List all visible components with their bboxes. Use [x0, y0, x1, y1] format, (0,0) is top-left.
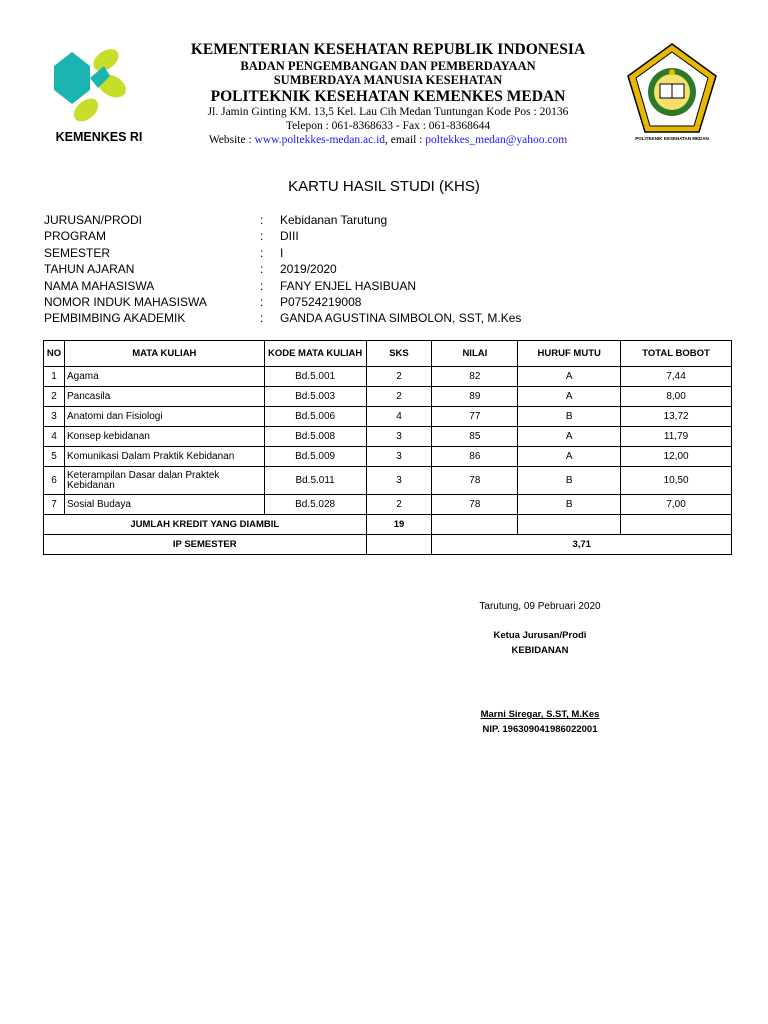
ministry-name: KEMENTERIAN KESEHATAN REPUBLIK INDONESIA [190, 41, 586, 58]
cell-sks: 2 [366, 387, 432, 407]
cell-no: 1 [44, 367, 65, 387]
institution-contact [160, 134, 616, 146]
cell-sks: 3 [366, 447, 432, 467]
cell-huruf: A [518, 367, 621, 387]
info-label: PEMBIMBING AKADEMIK [44, 311, 186, 326]
info-colon: : [260, 294, 264, 309]
cell-sks: 3 [366, 467, 432, 495]
cell-course: Komunikasi Dalam Praktik Kebidanan [64, 447, 264, 467]
cell-no: 4 [44, 427, 65, 447]
institution-address: Jl. Jamin Ginting KM. 13,5 Kel. Lau Cih Medan Tuntungan Kode Pos : 20136 [207, 106, 569, 118]
cell-no: 7 [44, 495, 65, 515]
cell-code: Bd.5.009 [264, 447, 366, 467]
table-row [44, 447, 732, 467]
poltekkes-seal [626, 42, 718, 142]
document-title: KARTU HASIL STUDI (KHS) [288, 178, 480, 195]
info-colon: : [260, 278, 264, 293]
info-colon: : [260, 229, 264, 244]
cell-code: Bd.5.028 [264, 495, 366, 515]
header-nilai: NILAI [432, 341, 518, 367]
cell-nilai: 89 [432, 387, 518, 407]
cell-bobot: 10,50 [621, 467, 732, 495]
poltekkes-seal-icon [626, 42, 718, 136]
institution-phone: Telepon : 061-8368633 - Fax : 061-8368644 [285, 120, 491, 132]
info-value: DIII [280, 229, 299, 244]
ip-semester-label: IP SEMESTER [44, 535, 367, 555]
info-colon: : [260, 262, 264, 277]
total-credit-row [44, 515, 732, 535]
cell-huruf: B [518, 467, 621, 495]
cell-sks: 4 [366, 407, 432, 427]
cell-no: 3 [44, 407, 65, 427]
table-row [44, 407, 732, 427]
cell-huruf: A [518, 387, 621, 407]
info-value: P07524219008 [280, 294, 362, 309]
ip-semester-row [44, 535, 732, 555]
table-row [44, 387, 732, 407]
info-colon: : [260, 311, 264, 326]
cell-nilai: 77 [432, 407, 518, 427]
table-row [44, 467, 732, 495]
info-value: I [280, 245, 284, 260]
info-label: PROGRAM [44, 229, 107, 244]
signer-department: KEBIDANAN [511, 645, 569, 656]
cell-nilai: 82 [432, 367, 518, 387]
cell-bobot: 8,00 [621, 387, 732, 407]
info-label: NAMA MAHASISWA [44, 278, 155, 293]
grade-table [43, 340, 732, 555]
signer-name: Marni Siregar, S.ST, M.Kes [480, 709, 600, 720]
empty-cell [366, 535, 432, 555]
header-code: KODE MATA KULIAH [264, 341, 366, 367]
info-value: FANY ENJEL HASIBUAN [280, 278, 417, 293]
cell-bobot: 7,00 [621, 495, 732, 515]
cell-course: Keterampilan Dasar dalan Praktek Kebidanan [64, 467, 264, 495]
cell-huruf: B [518, 407, 621, 427]
kemenkes-emblem-icon [50, 42, 134, 128]
cell-no: 2 [44, 387, 65, 407]
cell-nilai: 86 [432, 447, 518, 467]
header-sks: SKS [366, 341, 432, 367]
cell-course: Anatomi dan Fisiologi [64, 407, 264, 427]
header-bobot: TOTAL BOBOT [621, 341, 732, 367]
email-link[interactable]: poltekkes_medan@yahoo.com [425, 134, 568, 146]
cell-sks: 3 [366, 427, 432, 447]
info-label: SEMESTER [44, 245, 111, 260]
info-value: 2019/2020 [280, 262, 337, 277]
cell-course: Konsep kebidanan [64, 427, 264, 447]
empty-cell [518, 515, 621, 535]
cell-bobot: 13,72 [621, 407, 732, 427]
header-no: NO [44, 341, 65, 367]
total-credit-label: JUMLAH KREDIT YANG DIAMBIL [44, 515, 367, 535]
cell-bobot: 11,79 [621, 427, 732, 447]
cell-code: Bd.5.006 [264, 407, 366, 427]
cell-nilai: 78 [432, 495, 518, 515]
info-colon: : [260, 213, 264, 227]
cell-no: 6 [44, 467, 65, 495]
cell-huruf: B [518, 495, 621, 515]
institution-name: POLITEKNIK KESEHATAN KEMENKES MEDAN [210, 88, 566, 105]
kemenkes-logo-text: KEMENKES RI [55, 130, 143, 144]
cell-code: Bd.5.003 [264, 387, 366, 407]
cell-nilai: 78 [432, 467, 518, 495]
table-row [44, 367, 732, 387]
cell-huruf: A [518, 427, 621, 447]
cell-code: Bd.5.008 [264, 427, 366, 447]
email-label: , email : [385, 134, 426, 146]
cell-course: Pancasila [64, 387, 264, 407]
table-row [44, 427, 732, 447]
cell-course: Agama [64, 367, 264, 387]
cell-course: Sosial Budaya [64, 495, 264, 515]
empty-cell [621, 515, 732, 535]
ip-semester-value: 3,71 [432, 535, 732, 555]
header-course: MATA KULIAH [64, 341, 264, 367]
place-date: Tarutung, 09 Pebruari 2020 [479, 601, 601, 612]
info-label: NOMOR INDUK MAHASISWA [44, 294, 207, 309]
agency-name-line2: SUMBERDAYA MANUSIA KESEHATAN [273, 73, 503, 87]
kemenkes-logo [44, 42, 154, 152]
info-value: Kebidanan Tarutung [280, 213, 388, 227]
info-label: JURUSAN/PRODI [44, 213, 143, 227]
cell-no: 5 [44, 447, 65, 467]
header-huruf: HURUF MUTU [518, 341, 621, 367]
table-row [44, 495, 732, 515]
cell-bobot: 7,44 [621, 367, 732, 387]
info-label: TAHUN AJARAN [44, 262, 135, 277]
website-link[interactable]: www.poltekkes-medan.ac.id [254, 134, 386, 146]
empty-cell [432, 515, 518, 535]
cell-sks: 2 [366, 367, 432, 387]
signer-nip: NIP. 196309041986022001 [482, 724, 598, 735]
poltekkes-seal-text: POLITEKNIK KESEHATAN MEDAN [635, 136, 709, 141]
agency-name-line1: BADAN PENGEMBANGAN DAN PEMBERDAYAAN [240, 59, 536, 73]
cell-bobot: 12,00 [621, 447, 732, 467]
signer-position: Ketua Jurusan/Prodi [493, 630, 587, 641]
cell-code: Bd.5.011 [264, 467, 366, 495]
table-header-row [44, 341, 732, 367]
website-label: Website : [208, 134, 255, 146]
info-colon: : [260, 245, 264, 260]
cell-code: Bd.5.001 [264, 367, 366, 387]
total-credit-value: 19 [366, 515, 432, 535]
cell-nilai: 85 [432, 427, 518, 447]
cell-huruf: A [518, 447, 621, 467]
cell-sks: 2 [366, 495, 432, 515]
info-value: GANDA AGUSTINA SIMBOLON, SST, M.Kes [280, 311, 522, 326]
